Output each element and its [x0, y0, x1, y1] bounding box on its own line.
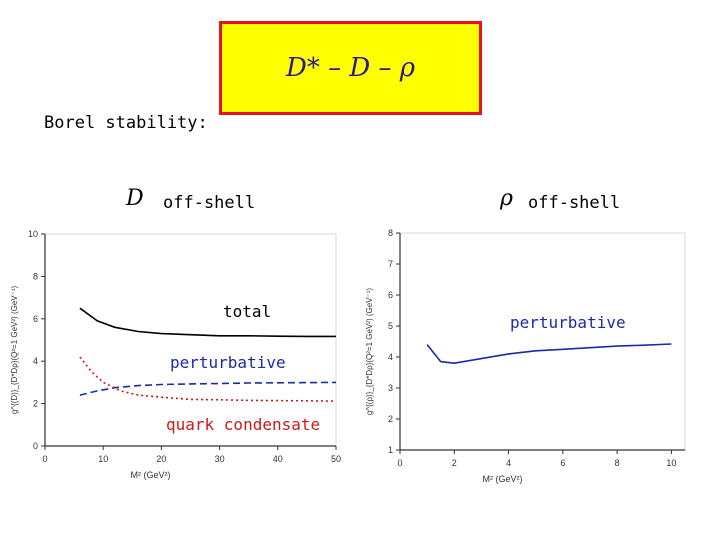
x-axis-title-2: M² (GeV²): [482, 474, 523, 484]
annotation-total: total: [223, 302, 272, 321]
panel2-label: off-shell: [528, 193, 621, 213]
series-line-1-perturbative: [80, 382, 336, 395]
x-tick-label-1: 0: [42, 454, 48, 464]
slide-title: D* – D – ρ: [285, 53, 416, 83]
y-tick-label-2: 5: [387, 321, 393, 331]
borel-stability-label: Borel stability:: [44, 113, 208, 133]
x-tick-label-1: 20: [156, 454, 167, 464]
annotation-perturbative-right: perturbative: [510, 313, 626, 332]
plot-frame-2: [400, 233, 685, 450]
annotation-perturbative-left: perturbative: [170, 353, 286, 372]
y-tick-label-2: 7: [387, 259, 393, 269]
x-tick-label-1: 10: [98, 454, 109, 464]
x-axis-title-1: M² (GeV²): [130, 470, 171, 480]
y-tick-label-2: 1: [387, 445, 393, 455]
y-tick-label-1: 6: [32, 313, 38, 324]
y-tick-label-2: 3: [387, 383, 393, 393]
x-tick-label-2: 10: [666, 458, 677, 468]
x-tick-label-1: 30: [214, 454, 225, 464]
panel2-symbol: ρ: [500, 186, 513, 211]
y-tick-label-1: 0: [32, 441, 38, 451]
panel1-label: off-shell: [163, 193, 256, 213]
series-line-1-total: [80, 308, 336, 336]
y-axis-title-2: g^{(ρ)}_{D*Dρ}(Q²=1 GeV²) (GeV⁻¹): [365, 287, 374, 416]
x-tick-label-2: 4: [506, 458, 512, 468]
panel1-symbol: D: [126, 186, 144, 211]
x-tick-label-2: 2: [451, 458, 457, 468]
y-tick-label-1: 8: [32, 271, 38, 282]
y-tick-label-1: 2: [32, 398, 38, 409]
y-tick-label-2: 8: [387, 228, 393, 238]
annotation-quark-condensate: quark condensate: [166, 415, 321, 434]
y-tick-label-2: 4: [387, 352, 393, 362]
x-tick-label-1: 40: [272, 454, 283, 464]
y-axis-title-1: g^{(D)}_{D*Dρ}(Q²=1 GeV²) (GeV⁻¹): [10, 285, 19, 415]
x-tick-label-2: 8: [614, 458, 620, 468]
x-tick-label-2: 6: [560, 458, 566, 468]
y-tick-label-1: 4: [32, 356, 38, 367]
series-line-2-perturbative: [427, 344, 671, 363]
x-tick-label-1: 50: [330, 454, 342, 464]
y-tick-label-1: 10: [27, 229, 38, 239]
x-tick-label-2: 0: [397, 458, 403, 468]
y-tick-label-2: 2: [387, 414, 393, 424]
y-tick-label-2: 6: [387, 290, 393, 300]
